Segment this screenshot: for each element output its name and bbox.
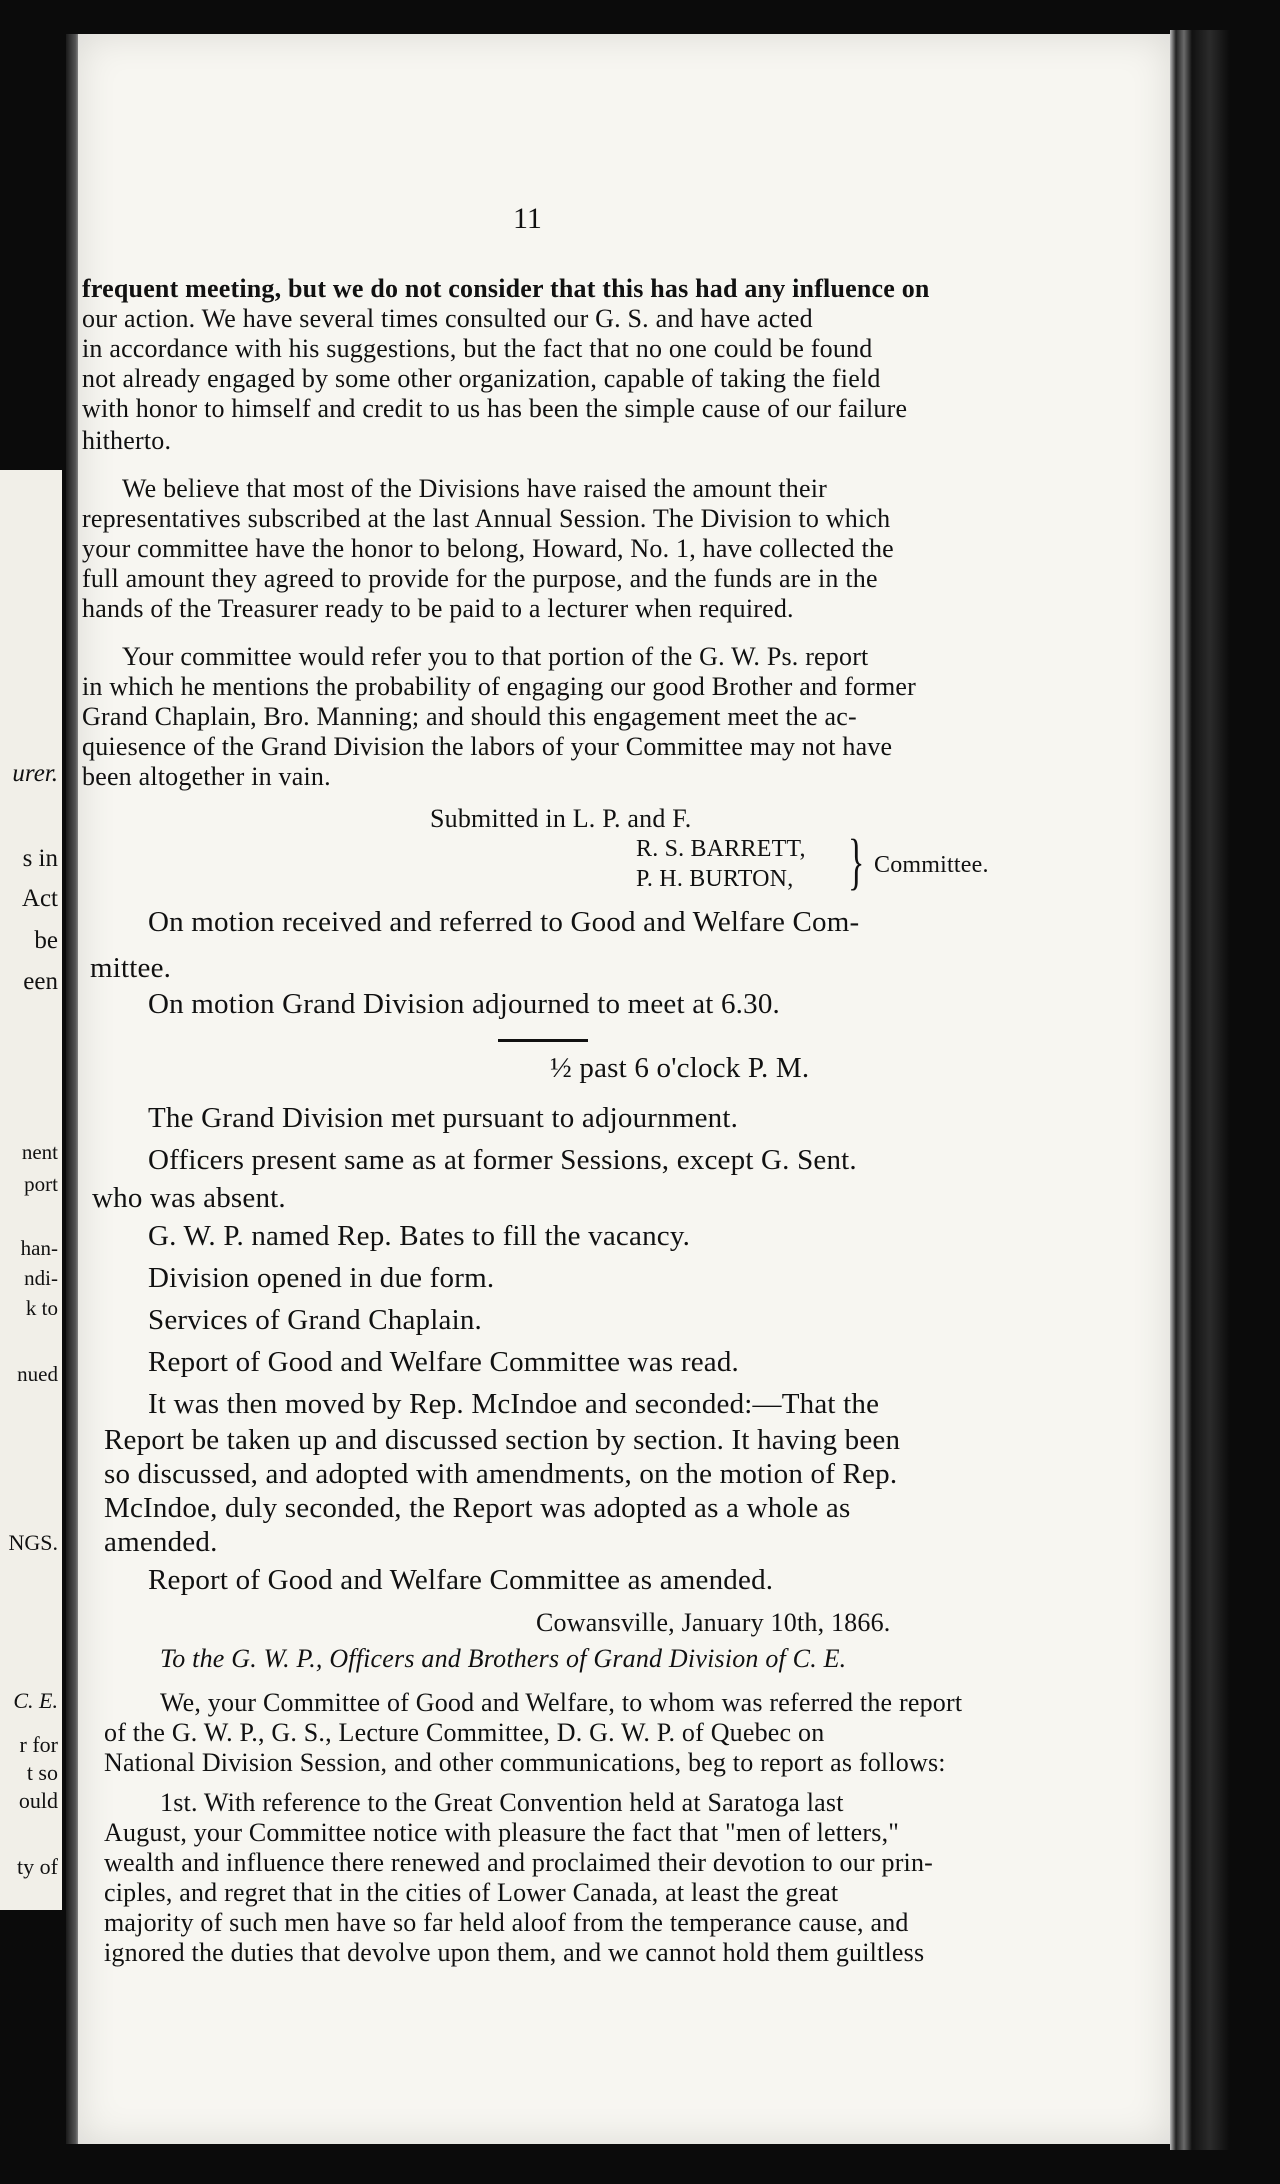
report-line: 1st. With reference to the Great Convention held at Saratoga last [160, 1788, 844, 1817]
minutes-line: Division opened in due form. [148, 1262, 495, 1294]
text-line: your committee have the honor to belong, Howard, No. 1, have collected the [82, 534, 894, 563]
minutes-line: Services of Grand Chaplain. [148, 1304, 482, 1336]
text-line: frequent meeting, but we do not consider that this has had any influence on [82, 274, 930, 303]
signatory: R. S. BARRETT, [636, 836, 806, 862]
brace-icon: } [848, 828, 865, 896]
text-line: quiesence of the Grand Division the labors of your Committee may not have [82, 732, 893, 761]
text-line: We believe that most of the Divisions have raised the amount their [122, 474, 827, 503]
minutes-line: The Grand Division met pursuant to adjournment. [148, 1102, 739, 1134]
report-line: of the G. W. P., G. S., Lecture Committee, D. G. W. P. of Quebec on [104, 1718, 825, 1747]
minutes-line: G. W. P. named Rep. Bates to fill the vacancy. [148, 1220, 691, 1252]
margin-fragment: ould [18, 1788, 58, 1813]
margin-fragment: NGS. [8, 1530, 58, 1555]
margin-fragment: k to [25, 1296, 58, 1320]
report-line: We, your Committee of Good and Welfare, to whom was referred the report [160, 1688, 963, 1717]
signatory: P. H. BURTON, [636, 866, 794, 892]
report-line: National Division Session, and other communications, beg to report as follows: [104, 1748, 946, 1777]
margin-fragment: be [34, 927, 58, 954]
report-line: August, your Committee notice with pleasure the fact that "men of letters," [104, 1818, 900, 1847]
minutes-line: Officers present same as at former Sessions, except G. Sent. [148, 1144, 857, 1176]
minutes-line: who was absent. [92, 1182, 286, 1214]
minutes-line: It was then moved by Rep. McIndoe and seconded:—That the [148, 1388, 880, 1420]
report-line: ciples, and regret that in the cities of Lower Canada, at least the great [104, 1878, 839, 1907]
salutation: To the G. W. P., Officers and Brothers of Grand Division of C. E. [160, 1644, 847, 1673]
text-line: in accordance with his suggestions, but the fact that no one could be found [82, 334, 873, 363]
text-line: Grand Chaplain, Bro. Manning; and should this engagement meet the ac- [82, 702, 857, 731]
text-line: not already engaged by some other organization, capable of taking the field [82, 364, 881, 393]
text-line: with honor to himself and credit to us has been the simple cause of our failure [82, 394, 908, 423]
text-line: Your committee would refer you to that portion of the G. W. Ps. report [122, 642, 869, 671]
margin-fragment: han- [20, 1236, 58, 1260]
margin-fragment: port [24, 1172, 58, 1196]
text-line: hands of the Treasurer ready to be paid to a lecturer when required. [82, 594, 794, 623]
text-line: full amount they agreed to provide for the purpose, and the funds are in the [82, 564, 878, 593]
margin-fragment: een [23, 968, 58, 995]
submitted-line: Submitted in L. P. and F. [430, 804, 692, 833]
committee-label: Committee. [874, 852, 989, 878]
margin-fragment: urer. [12, 760, 58, 787]
text-line: been altogether in vain. [82, 762, 331, 791]
minutes-line: McIndoe, duly seconded, the Report was adopted as a whole as [104, 1492, 851, 1524]
margin-fragment: r for [19, 1732, 58, 1757]
margin-fragment: ty of [17, 1854, 58, 1879]
text-line: On motion Grand Division adjourned to meet at 6.30. [148, 988, 780, 1020]
margin-fragment: nued [17, 1362, 58, 1386]
margin-fragment: nent [21, 1140, 58, 1164]
section-rule [498, 1039, 588, 1042]
margin-fragment: Act [21, 885, 58, 912]
page-edge [1170, 30, 1230, 2150]
text-line: On motion received and referred to Good and Welfare Com- [148, 906, 860, 938]
text-line: representatives subscribed at the last Annual Session. The Division to which [82, 504, 891, 533]
facing-page-fragment [0, 470, 62, 1910]
margin-fragment: ndi- [24, 1266, 58, 1290]
minutes-line: Report of Good and Welfare Committee was read. [148, 1346, 739, 1378]
document-page [78, 34, 1170, 2144]
page-number: 11 [513, 202, 542, 235]
minutes-line: Report of Good and Welfare Committee as amended. [148, 1564, 774, 1596]
dateline: Cowansville, January 10th, 1866. [536, 1608, 891, 1637]
report-line: wealth and influence there renewed and proclaimed their devotion to our prin- [104, 1848, 934, 1877]
report-line: majority of such men have so far held aloof from the temperance cause, and [104, 1908, 909, 1937]
text-line: hitherto. [82, 426, 172, 455]
minutes-line: Report be taken up and discussed section by section. It having been [104, 1424, 901, 1456]
text-line: in which he mentions the probability of engaging our good Brother and former [82, 672, 917, 701]
text-line: mittee. [90, 952, 172, 984]
margin-fragment: C. E. [13, 1688, 58, 1713]
minutes-line: so discussed, and adopted with amendments, on the motion of Rep. [104, 1458, 898, 1490]
minutes-line: amended. [104, 1526, 218, 1558]
margin-fragment: s in [22, 845, 58, 872]
margin-fragment: t so [26, 1760, 58, 1785]
report-line: ignored the duties that devolve upon them, and we cannot hold them guiltless [104, 1938, 925, 1967]
text-line: our action. We have several times consulted our G. S. and have acted [82, 304, 813, 333]
time-heading: ½ past 6 o'clock P. M. [550, 1052, 810, 1084]
